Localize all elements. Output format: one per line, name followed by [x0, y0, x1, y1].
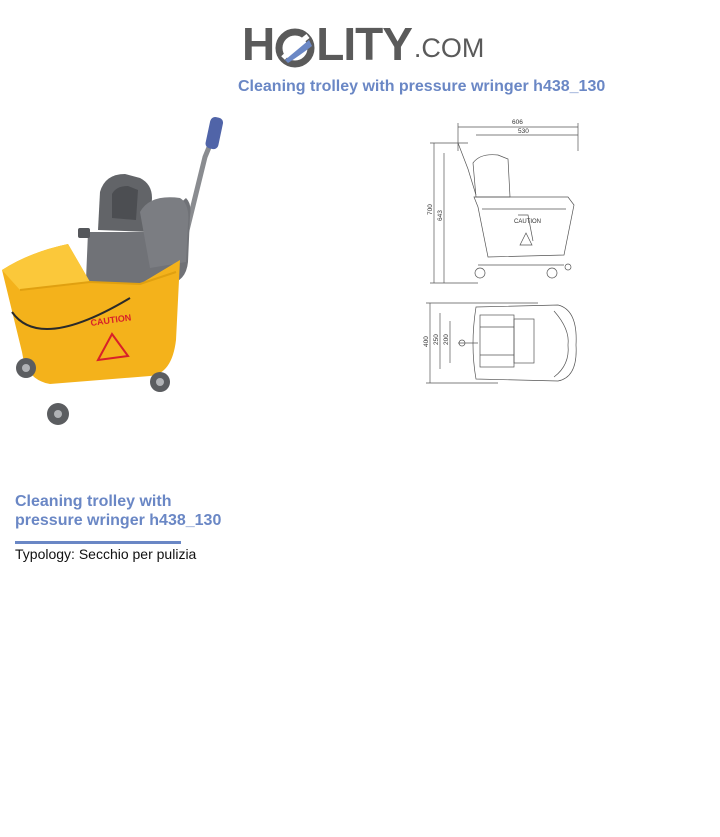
- dim-width-outer: 606: [512, 119, 523, 126]
- product-title: [15, 492, 245, 530]
- dim-depth-mid: 250: [433, 334, 440, 345]
- dim-depth-outer: 400: [423, 336, 430, 347]
- product-photo[interactable]: [0, 112, 235, 432]
- technical-drawing[interactable]: [418, 115, 588, 395]
- typology-value: Secchio per pulizia: [78, 546, 197, 562]
- dim-height-outer: 700: [427, 204, 434, 215]
- page-title: Cleaning trolley with pressure wringer h438_130: [238, 78, 606, 95]
- dim-depth-inner: 200: [443, 334, 450, 345]
- typology-label: Typology:: [15, 546, 75, 562]
- dim-width-inner: 530: [518, 128, 529, 135]
- logo-letter-h: H: [242, 18, 275, 70]
- typology-row: [15, 546, 196, 562]
- logo-suffix: .COM: [413, 33, 485, 63]
- product-title-line1: Cleaning trolley with: [15, 493, 172, 510]
- drawing-caution-label: CAUTION: [514, 219, 541, 225]
- logo-o-icon: [275, 24, 315, 64]
- dim-height-inner: 643: [437, 210, 444, 221]
- logo-letters-lity: LITY: [316, 18, 412, 70]
- title-divider: [15, 541, 181, 544]
- bucket-caution-label: CAUTION: [89, 312, 132, 328]
- brand-logo[interactable]: [242, 12, 484, 72]
- product-title-line2: pressure wringer h438_130: [15, 512, 222, 529]
